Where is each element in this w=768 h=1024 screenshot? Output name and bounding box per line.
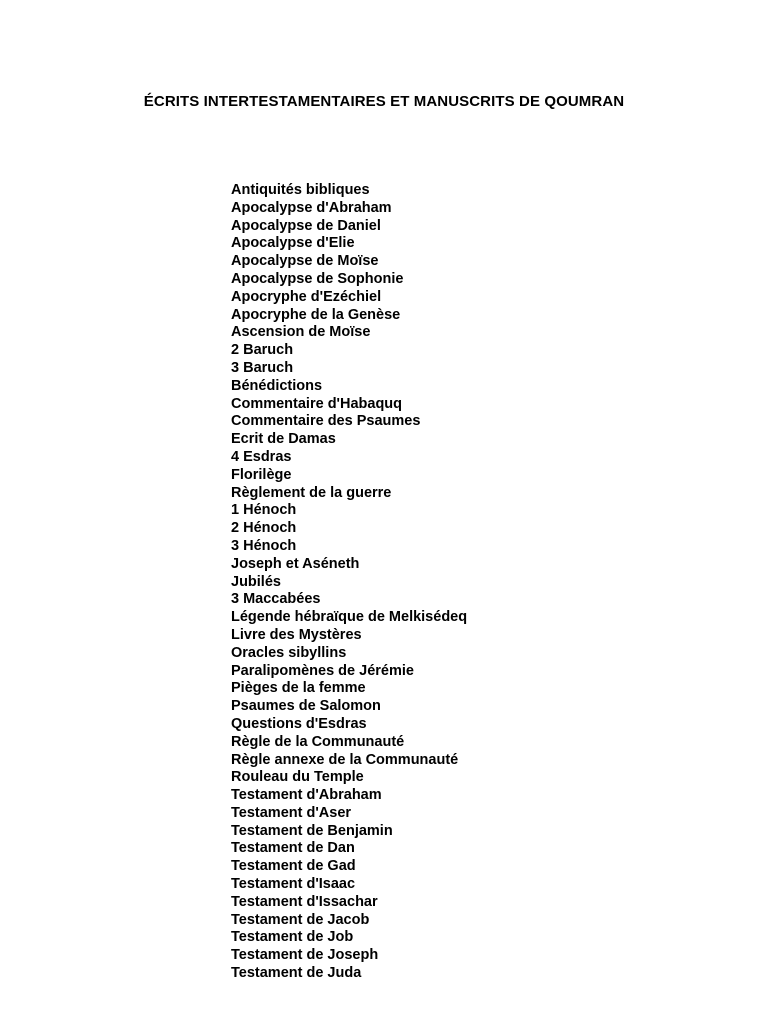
list-item: Pièges de la femme <box>231 680 366 697</box>
list-item: Testament d'Abraham <box>231 787 382 804</box>
list-item: Testament d'Issachar <box>231 893 378 910</box>
list-item: Testament de Joseph <box>231 947 379 964</box>
list-item: 4 Esdras <box>231 448 292 465</box>
list-item: Testament de Benjamin <box>231 822 393 839</box>
list-item: Testament de Dan <box>231 840 355 857</box>
list-item: 3 Maccabées <box>231 591 321 608</box>
list-item: 3 Hénoch <box>231 537 297 554</box>
list-item: Paralipomènes de Jérémie <box>231 662 414 679</box>
list-item: Apocalypse de Moïse <box>231 253 379 270</box>
list-item: Règle annexe de la Communauté <box>231 751 459 768</box>
list-item: Oracles sibyllins <box>231 644 347 661</box>
list-item: Ecrit de Damas <box>231 431 336 448</box>
list-item: Apocalypse de Sophonie <box>231 270 404 287</box>
list-item: Règle de la Communauté <box>231 733 405 750</box>
list-item: Testament de Jacob <box>231 911 370 928</box>
list-item: Joseph et Aséneth <box>231 555 360 572</box>
list-item: Testament d'Aser <box>231 804 352 821</box>
list-item: Apocryphe de la Genèse <box>231 306 401 323</box>
list-item: Légende hébraïque de Melkisédeq <box>231 609 468 626</box>
list-item: 2 Baruch <box>231 342 294 359</box>
list-item: Commentaire des Psaumes <box>231 413 421 430</box>
list-item: Apocalypse de Daniel <box>231 217 381 234</box>
list-item: Testament de Job <box>231 929 354 946</box>
list-item: Jubilés <box>231 573 281 590</box>
list-item: 3 Baruch <box>231 359 294 376</box>
list-item: Bénédictions <box>231 377 323 394</box>
list-item: Règlement de la guerre <box>231 484 392 501</box>
list-item: Apocryphe d'Ezéchiel <box>231 288 382 305</box>
list-item: Testament de Juda <box>231 965 362 982</box>
list-item: Antiquités bibliques <box>231 182 370 198</box>
list-item: Apocalypse d'Abraham <box>231 199 392 216</box>
list-item: Psaumes de Salomon <box>231 698 381 715</box>
list-item: Testament d'Isaac <box>231 876 356 893</box>
list-item: Apocalypse d'Elie <box>231 235 355 252</box>
list-item: Ascension de Moïse <box>231 324 371 341</box>
list-item: 2 Hénoch <box>231 520 297 537</box>
list-item: Florilège <box>231 466 292 483</box>
list-item: 1 Hénoch <box>231 502 297 519</box>
list-item: Questions d'Esdras <box>231 715 367 732</box>
document-title: ÉCRITS INTERTESTAMENTAIRES ET MANUSCRITS DE QOUMRAN <box>143 93 625 110</box>
list-item: Commentaire d'Habaquq <box>231 395 403 412</box>
list-item: Livre des Mystères <box>231 626 362 643</box>
list-item: Rouleau du Temple <box>231 769 364 786</box>
entry-list <box>231 182 467 983</box>
list-item: Testament de Gad <box>231 858 356 875</box>
